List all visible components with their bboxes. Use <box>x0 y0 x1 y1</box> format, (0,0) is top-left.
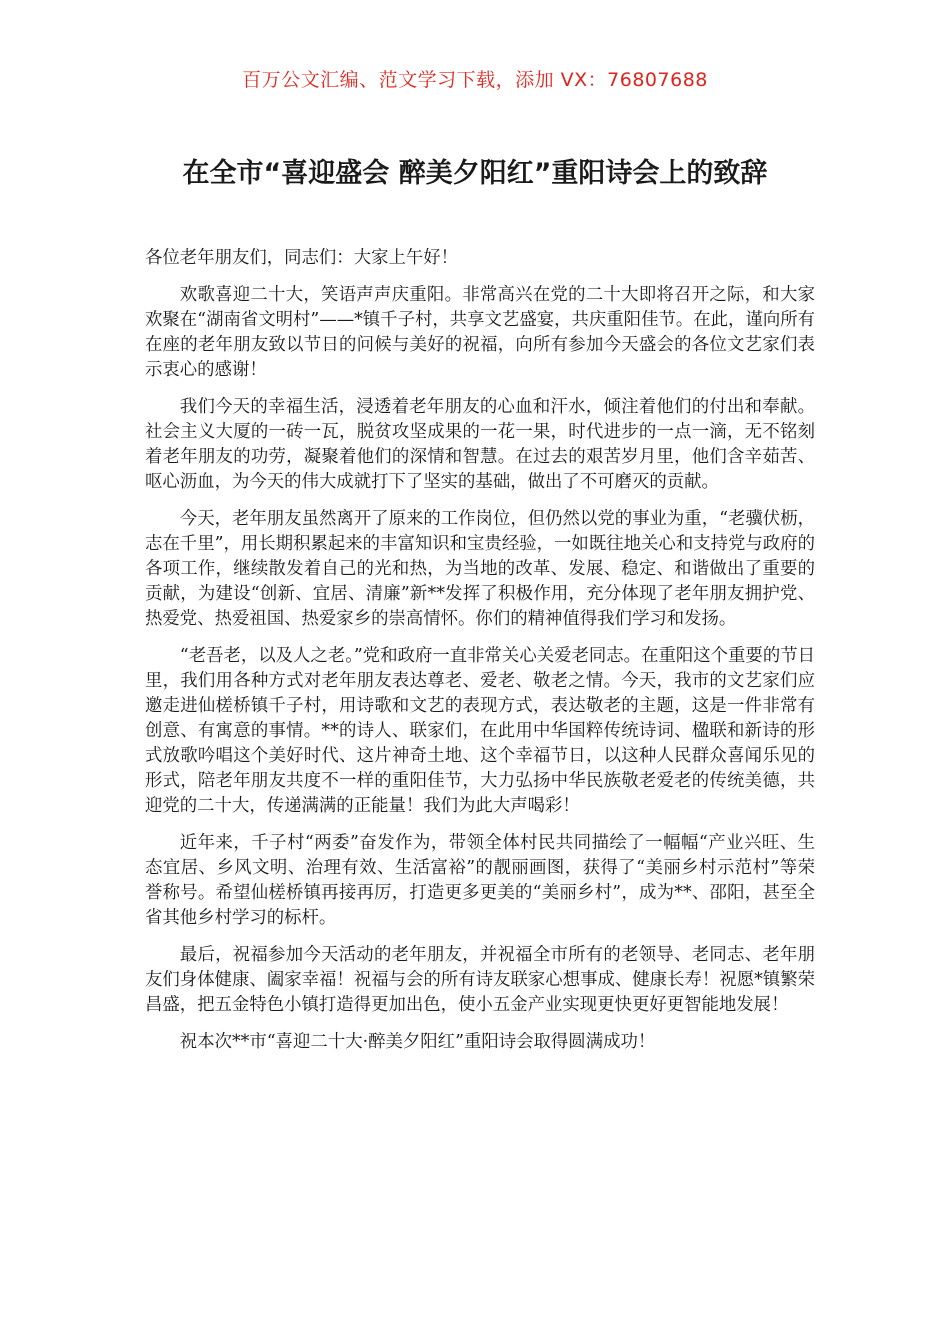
paragraph-3: 今天，老年朋友虽然离开了原来的工作岗位，但仍然以党的事业为重，“老骥伏枥，志在千里”，用长期积累起来的丰富知识和宝贵经验，一如既往地关心和支持党与政府的各项工作，继续散发着自己的光和热，为当地的改革、发展、稳定、和谐做出了重要的贡献，为建设“创新、宜居、清廉”新**发挥了积极作用，充分体现了老年朋友拥护党、热爱党、热爱祖国、热爱家乡的崇高情怀。你们的精神值得我们学习和发扬。 <box>145 509 815 629</box>
paragraph-2: 我们今天的幸福生活，浸透着老年朋友的心血和汗水，倾注着他们的付出和奉献。社会主义大厦的一砖一瓦，脱贫攻坚成果的一花一果，时代进步的一点一滴，无不铭刻着老年朋友的功劳，凝聚着他们的深情和智慧。在过去的艰苦岁月里，他们含辛茹苦、呕心沥血，为今天的伟大成就打下了坚实的基础，做出了不可磨灭的贡献。 <box>145 397 815 492</box>
paragraph-6: 最后，祝福参加今天活动的老年朋友，并祝福全市所有的老领导、老同志、老年朋友们身体健康、阖家幸福！祝福与会的所有诗友联家心想事成、健康长寿！祝愿*镇繁荣昌盛，把五金特色小镇打造得更加出色，使小五金产业实现更快更好更智能地发展！ <box>145 945 815 1015</box>
greeting-line: 各位老年朋友们，同志们：大家上午好！ <box>145 248 459 268</box>
paragraph-4: “老吾老，以及人之老。”党和政府一直非常关心关爱老同志。在重阳这个重要的节日里，我们用各种方式对老年朋友表达尊老、爱老、敬老之情。今天，我市的文艺家们应邀走进仙槎桥镇千子村，用诗歌和文艺的表现方式，表达敬老的主题，这是一件非常有创意、有寓意的事情。**的诗人、联家们，在此用中华国粹传统诗词、楹联和新诗的形式放歌吟唱这个美好时代、这片神奇土地、这个幸福节日，以这种人民群众喜闻乐见的形式，陪老年朋友共度不一样的重阳佳节，大力弘扬中华民族敬老爱老的传统美德，共迎党的二十大，传递满满的正能量！我们为此大声喝彩！ <box>145 646 815 816</box>
page-title: 在全市“喜迎盛会 醉美夕阳红”重阳诗会上的致辞 <box>182 158 768 189</box>
paragraph-1: 欢歌喜迎二十大，笑语声声庆重阳。非常高兴在党的二十大即将召开之际，和大家欢聚在“湖南省文明村”——*镇千子村，共享文艺盛宴，共庆重阳佳节。在此，谨向所有在座的老年朋友致以节日的问候与美好的祝福，向所有参加今天盛会的各位文艺家们表示衷心的感谢！ <box>145 285 815 380</box>
document-body <box>145 246 815 1067</box>
header-banner: 百万公文汇编、范文学习下载，添加 VX：76807688 <box>242 69 708 91</box>
paragraph-7: 祝本次**市“喜迎二十大·醉美夕阳红”重阳诗会取得圆满成功！ <box>179 1032 656 1052</box>
paragraph-5: 近年来，千子村“两委”奋发作为，带领全体村民共同描绘了一幅幅“产业兴旺、生态宜居、乡风文明、治理有效、生活富裕”的靓丽画图，获得了“美丽乡村示范村”等荣誉称号。希望仙槎桥镇再接再厉，打造更多更美的“美丽乡村”，成为**、邵阳，甚至全省其他乡村学习的标杆。 <box>145 833 815 928</box>
